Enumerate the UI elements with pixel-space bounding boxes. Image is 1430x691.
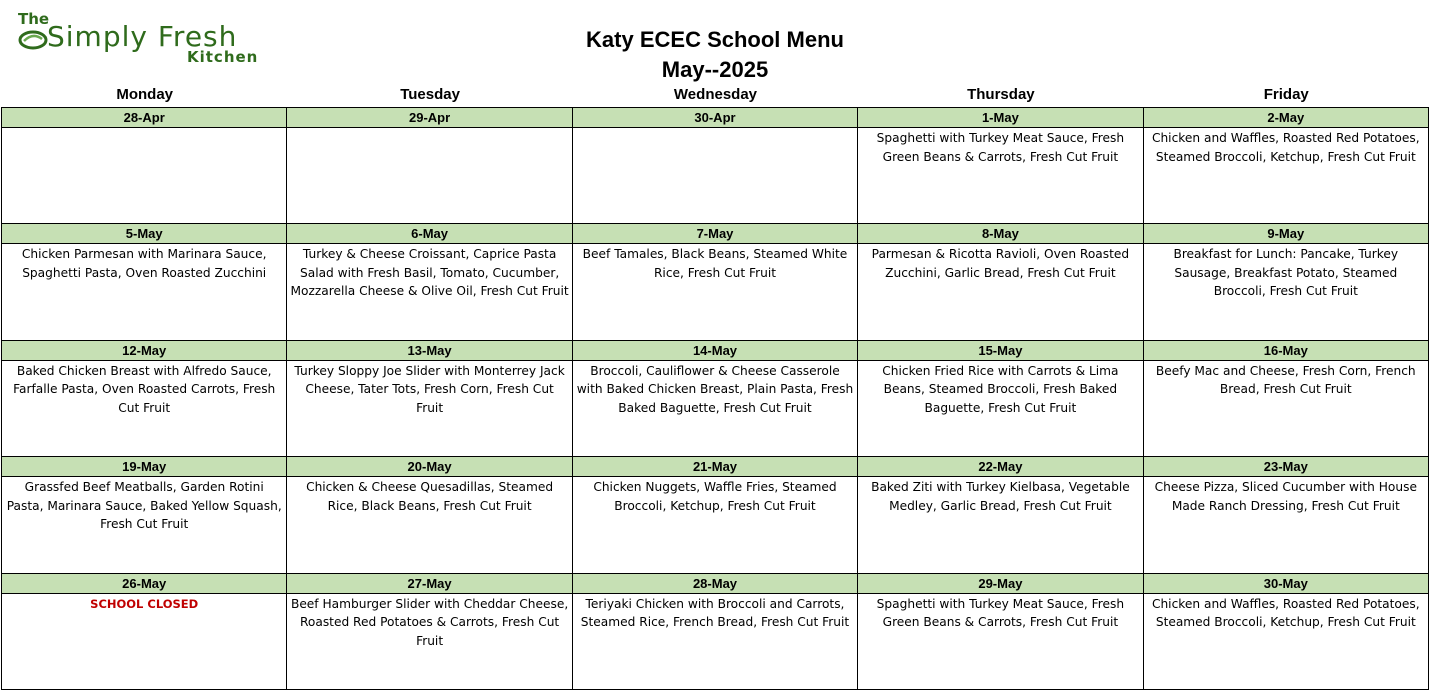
menu-day-cell	[573, 574, 858, 690]
day-date: 22-May	[858, 457, 1142, 477]
menu-day-cell	[573, 457, 858, 573]
menu-day-cell	[858, 224, 1143, 340]
day-date: 16-May	[1144, 341, 1428, 361]
menu-day-cell	[1144, 457, 1429, 573]
day-meal: Turkey & Cheese Croissant, Caprice Pasta Salad with Fresh Basil, Tomato, Cucumber, Mozzarella Cheese & Olive Oil, Fresh Cut Fruit	[290, 247, 569, 299]
logo	[14, 8, 276, 68]
day-date: 9-May	[1144, 224, 1428, 244]
day-meal: Spaghetti with Turkey Meat Sauce, Fresh Green Beans & Carrots, Fresh Cut Fruit	[876, 131, 1125, 164]
menu-day-cell	[1144, 341, 1429, 457]
logo-simply-fresh: Simply Fresh	[47, 20, 238, 53]
day-meal: Breakfast for Lunch: Pancake, Turkey Sausage, Breakfast Potato, Steamed Broccoli, Fresh Cut Fruit	[1173, 247, 1399, 299]
day-date: 2-May	[1144, 108, 1428, 128]
day-meal: Baked Chicken Breast with Alfredo Sauce, Farfalle Pasta, Oven Roasted Carrots, Fresh Cut Fruit	[13, 363, 276, 415]
menu-day-cell	[858, 108, 1143, 224]
day-date: 30-Apr	[573, 108, 857, 128]
day-meal: Chicken & Cheese Quesadillas, Steamed Rice, Black Beans, Fresh Cut Fruit	[306, 480, 554, 513]
day-date: 8-May	[858, 224, 1142, 244]
day-date: 30-May	[1144, 574, 1428, 594]
day-meal: Chicken Nuggets, Waffle Fries, Steamed Broccoli, Ketchup, Fresh Cut Fruit	[593, 480, 837, 513]
menu-day-cell	[573, 108, 858, 224]
menu-day-cell	[858, 341, 1143, 457]
day-meal: Teriyaki Chicken with Broccoli and Carrots, Steamed Rice, French Bread, Fresh Cut Fruit	[580, 596, 850, 630]
day-meal: Cheese Pizza, Sliced Cucumber with House Made Ranch Dressing, Fresh Cut Fruit	[1154, 480, 1417, 513]
day-meal: Turkey Sloppy Joe Slider with Monterrey Jack Cheese, Tater Tots, Fresh Corn, Fresh Cut Fruit	[294, 363, 565, 415]
menu-calendar-grid	[1, 107, 1429, 690]
day-date: 1-May	[858, 108, 1142, 128]
page-title: Katy ECEC School Menu	[586, 27, 844, 52]
day-date: 19-May	[2, 457, 286, 477]
day-date: 23-May	[1144, 457, 1428, 477]
day-meal: Beefy Mac and Cheese, Fresh Corn, French Bread, Fresh Cut Fruit	[1155, 363, 1416, 397]
day-header: Thursday	[967, 86, 1035, 103]
menu-day-cell	[573, 341, 858, 457]
menu-day-cell	[858, 457, 1143, 573]
day-meal: Chicken and Waffles, Roasted Red Potatoes, Steamed Broccoli, Ketchup, Fresh Cut Fruit	[1151, 131, 1420, 164]
day-date: 13-May	[287, 341, 571, 361]
day-date: 20-May	[287, 457, 571, 477]
day-date: 21-May	[573, 457, 857, 477]
day-meal: Chicken and Waffles, Roasted Red Potatoes, Steamed Broccoli, Ketchup, Fresh Cut Fruit	[1151, 596, 1420, 630]
menu-day-cell	[287, 108, 572, 224]
day-meal: Spaghetti with Turkey Meat Sauce, Fresh Green Beans & Carrots, Fresh Cut Fruit	[876, 596, 1125, 630]
day-header: Wednesday	[673, 86, 758, 103]
day-header: Monday	[116, 86, 174, 103]
menu-day-cell	[287, 457, 572, 573]
day-date: 14-May	[573, 341, 857, 361]
menu-day-cell	[858, 574, 1143, 690]
day-header-row	[2, 86, 1429, 103]
day-meal: Parmesan & Ricotta Ravioli, Oven Roasted Zucchini, Garlic Bread, Fresh Cut Fruit	[871, 247, 1130, 280]
day-date: 27-May	[287, 574, 571, 594]
menu-day-cell	[2, 108, 287, 224]
day-date: 29-May	[858, 574, 1142, 594]
day-date: 29-Apr	[287, 108, 571, 128]
menu-day-cell	[2, 341, 287, 457]
day-date: 6-May	[287, 224, 571, 244]
day-date: 28-May	[573, 574, 857, 594]
day-meal: Beef Hamburger Slider with Cheddar Cheese, Roasted Red Potatoes & Carrots, Fresh Cut Fruit	[290, 596, 569, 648]
menu-day-cell	[2, 457, 287, 573]
menu-day-cell	[573, 224, 858, 340]
day-meal: Chicken Fried Rice with Carrots & Lima Beans, Steamed Broccoli, Fresh Baked Baguette, Fresh Cut Fruit	[882, 363, 1119, 415]
logo-kitchen: Kitchen	[187, 48, 259, 66]
day-meal	[2, 128, 286, 129]
day-date: 7-May	[573, 224, 857, 244]
day-meal: Baked Ziti with Turkey Kielbasa, Vegetable Medley, Garlic Bread, Fresh Cut Fruit	[871, 480, 1130, 513]
day-meal: Broccoli, Cauliflower & Cheese Casserole with Baked Chicken Breast, Plain Pasta, Fresh Baked Baguette, Fresh Cut Fruit	[576, 363, 854, 415]
day-meal: Grassfed Beef Meatballs, Garden Rotini Pasta, Marinara Sauce, Baked Yellow Squash, Fresh Cut Fruit	[6, 480, 282, 532]
menu-day-cell	[1144, 574, 1429, 690]
day-meal	[287, 128, 571, 129]
menu-day-cell	[2, 224, 287, 340]
menu-day-cell	[1144, 108, 1429, 224]
menu-day-cell	[287, 574, 572, 690]
day-meal: Chicken Parmesan with Marinara Sauce, Spaghetti Pasta, Oven Roasted Zucchini	[21, 247, 267, 280]
day-date: 28-Apr	[2, 108, 286, 128]
day-meal	[573, 128, 857, 129]
day-date: 26-May	[2, 574, 286, 594]
leaf-icon	[18, 29, 48, 51]
day-header: Friday	[1263, 86, 1309, 103]
logo-the: The	[18, 10, 50, 28]
day-date: 5-May	[2, 224, 286, 244]
menu-day-cell	[287, 224, 572, 340]
page-subtitle: May--2025	[661, 57, 769, 82]
day-header: Tuesday	[400, 86, 460, 103]
school-closed-notice: SCHOOL CLOSED	[90, 596, 199, 611]
day-meal: Beef Tamales, Black Beans, Steamed White Rice, Fresh Cut Fruit	[582, 247, 848, 280]
day-date: 12-May	[2, 341, 286, 361]
menu-day-cell	[2, 574, 287, 690]
day-date: 15-May	[858, 341, 1142, 361]
menu-day-cell	[287, 341, 572, 457]
menu-day-cell	[1144, 224, 1429, 340]
